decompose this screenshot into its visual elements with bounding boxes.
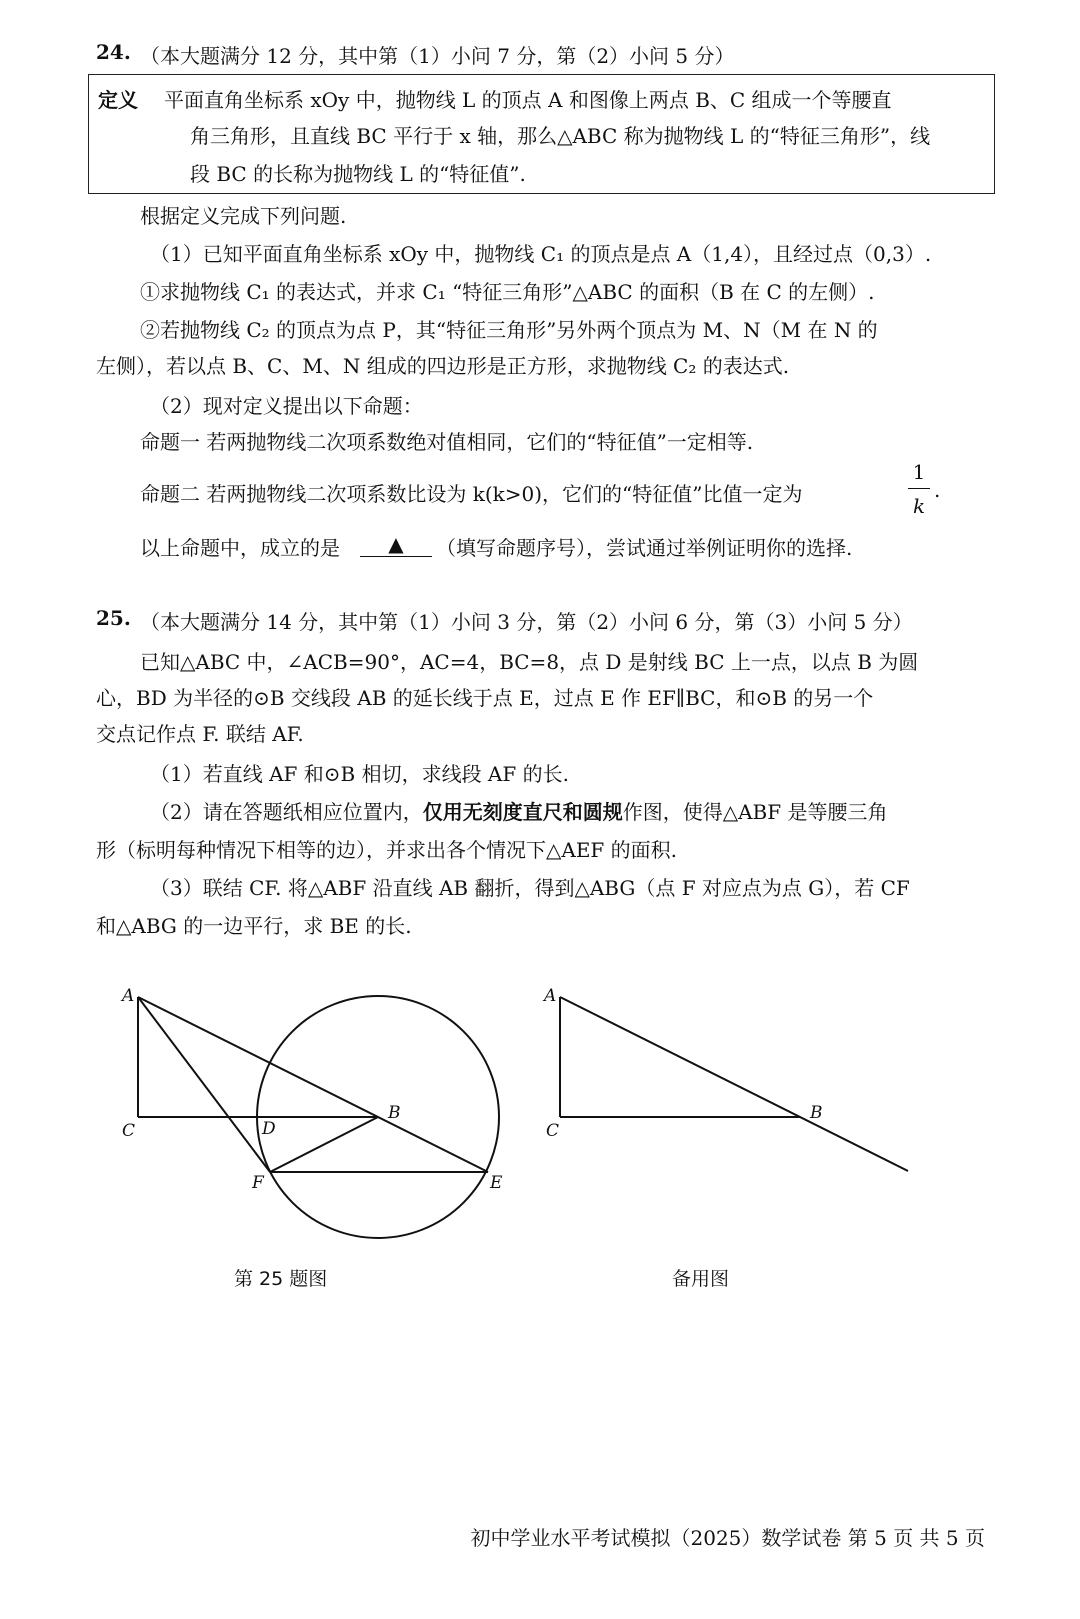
label-E: E <box>490 1173 503 1193</box>
q24-proposition-1: 命题一 若两抛物线二次项系数绝对值相同，它们的“特征值”一定相等. <box>140 430 754 454</box>
q25-stem-1: 已知△ABC 中，∠ACB=90°，AC=4，BC=8，点 D 是射线 BC 上一点，以点 B 为圆 <box>140 650 919 674</box>
label-A: A <box>122 986 135 1006</box>
q25-part2-line1 <box>150 796 888 825</box>
q24-part2: （2）现对定义提出以下命题： <box>150 394 423 418</box>
segment-FB <box>270 1117 378 1172</box>
segment-AE <box>138 997 488 1172</box>
label-B: B <box>388 1103 401 1123</box>
spare-label-A: A <box>544 986 557 1006</box>
q24-part1-b-line1: ②若抛物线 C₂ 的顶点为点 P，其“特征三角形”另外两个顶点为 M、N（M 在 N 的 <box>140 318 878 342</box>
q24-part1-b-line2: 左侧），若以点 B、C、M、N 组成的四边形是正方形，求抛物线 C₂ 的表达式. <box>96 354 790 378</box>
q25-part2-line2: 形（标明每种情况下相等的边），并求出各个情况下△AEF 的面积. <box>96 838 678 862</box>
definition-line-3: 段 BC 的长称为抛物线 L 的“特征值”. <box>190 162 526 186</box>
fraction-denominator: k <box>912 494 926 518</box>
fraction-numerator: 1 <box>912 460 926 484</box>
q25-stem-2: 心，BD 为半径的⊙B 交线段 AB 的延长线于点 E，过点 E 作 EF∥BC，和⊙B 的另一个 <box>96 686 874 710</box>
q24-intro: 根据定义完成下列问题. <box>140 204 347 228</box>
spare-label-B: B <box>810 1103 823 1123</box>
q24-number: 24. <box>96 40 131 64</box>
q25-part1: （1）若直线 AF 和⊙B 相切，求线段 AF 的长. <box>150 762 569 786</box>
q24-conclusion-b: （填写命题序号），尝试通过举例证明你的选择. <box>436 536 853 560</box>
q25-header: （本大题满分 14 分，其中第（1）小问 3 分，第（2）小问 6 分，第（3）小问 5 分） <box>140 610 913 634</box>
figure-caption: 第 25 题图 <box>234 1268 328 1290</box>
label-F: F <box>252 1173 264 1193</box>
q24-header: （本大题满分 12 分，其中第（1）小问 7 分，第（2）小问 5 分） <box>140 44 735 68</box>
figure-25 <box>0 960 1080 1280</box>
q24-proposition-2: 命题二 若两抛物线二次项系数比设为 k(k>0)，它们的“特征值”比值一定为 <box>140 482 803 506</box>
q25-part2-b: 作图，使得△ABF 是等腰三角 <box>622 800 888 824</box>
q25-part3-line2: 和△ABG 的一边平行，求 BE 的长. <box>96 914 412 938</box>
proposition-2-period: . <box>934 478 941 502</box>
spare-ray-AB <box>560 997 908 1171</box>
q24-part1-a: ①求抛物线 C₁ 的表达式，并求 C₁ “特征三角形”△ABC 的面积（B 在 C 的左侧）. <box>140 280 875 304</box>
spare-label-C: C <box>546 1121 560 1141</box>
label-C: C <box>122 1121 136 1141</box>
spare-figure-caption: 备用图 <box>672 1268 730 1290</box>
definition-label: 定义 <box>98 88 138 112</box>
segment-AF <box>138 997 270 1172</box>
q25-stem-3: 交点记作点 F. 联结 AF. <box>96 722 304 746</box>
q25-part3-line1: （3）联结 CF. 将△ABF 沿直线 AB 翻折，得到△ABG（点 F 对应点为点 G），若 CF <box>150 876 910 900</box>
answer-blank[interactable]: ▲ <box>360 532 432 557</box>
page-footer: 初中学业水平考试模拟（2025）数学试卷 第 5 页 共 5 页 <box>470 1526 985 1550</box>
q24-part1: （1）已知平面直角坐标系 xOy 中，抛物线 C₁ 的顶点是点 A（1,4），且经过点（0,3）. <box>150 242 932 266</box>
q24-conclusion-a: 以上命题中，成立的是 <box>140 536 340 560</box>
label-D: D <box>262 1119 276 1139</box>
definition-line-2: 角三角形，且直线 BC 平行于 x 轴，那么△ABC 称为抛物线 L 的“特征三角形”，线 <box>190 124 931 148</box>
q25-part2-a: （2）请在答题纸相应位置内， <box>150 800 423 824</box>
fraction-bar <box>908 488 930 489</box>
definition-line-1: 平面直角坐标系 xOy 中，抛物线 L 的顶点 A 和图像上两点 B、C 组成一个等腰直 <box>164 88 892 112</box>
q25-number: 25. <box>96 606 131 630</box>
q25-part2-bold: 仅用无刻度直尺和圆规 <box>422 800 623 824</box>
